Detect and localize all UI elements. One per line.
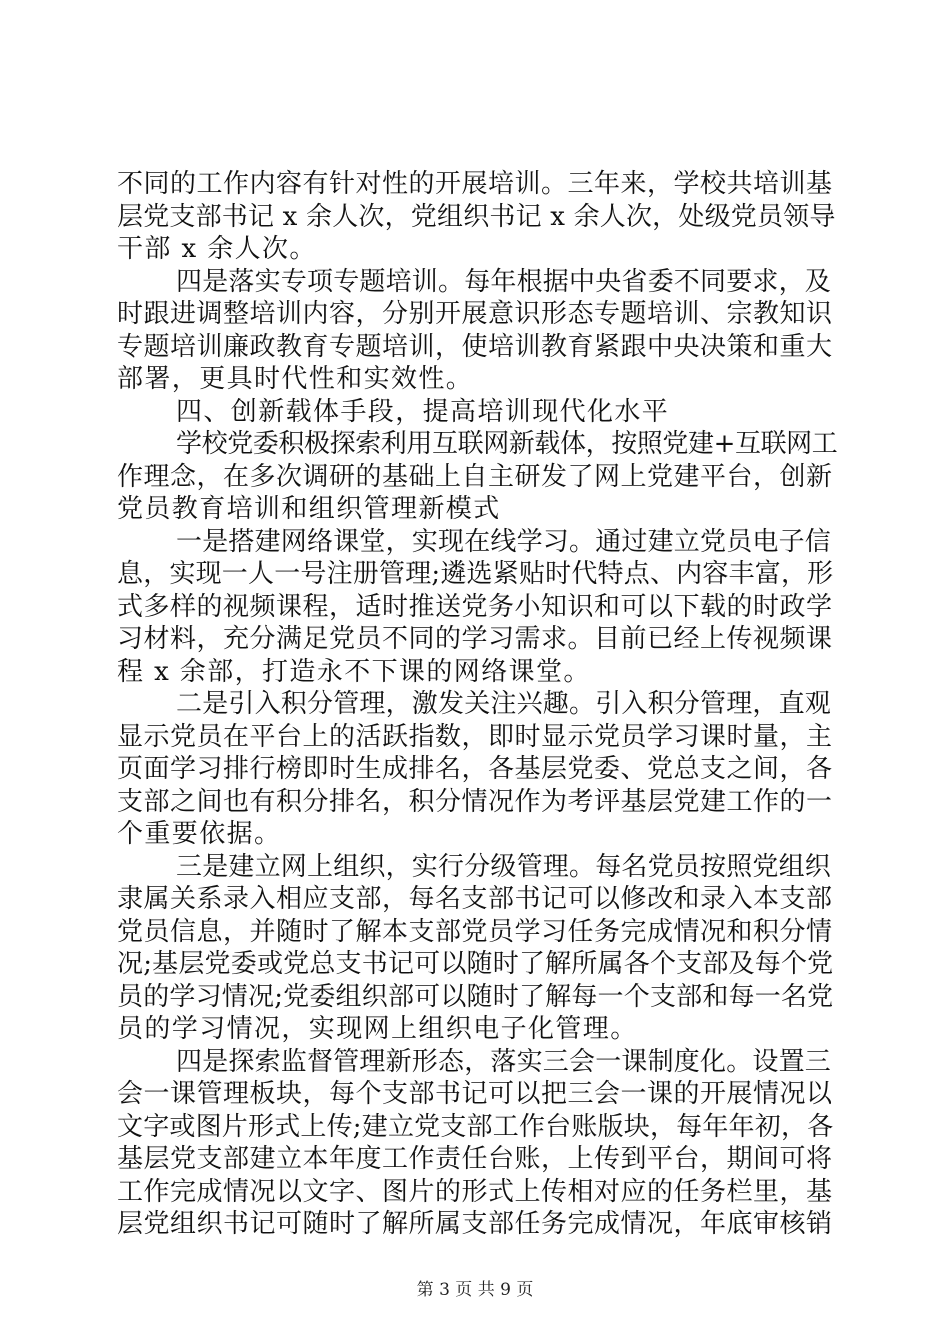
text-line: 式多样的视频课程，适时推送党务小知识和可以下载的时政学 (117, 591, 833, 622)
text-line: 页面学习排行榜即时生成排名，各基层党委、党总支之间，各 (117, 754, 833, 784)
text-line: 基层党支部建立本年度工作责任台账，上传到平台，期间可将 (117, 1144, 833, 1174)
text-line: 四是探索监督管理新形态，落实三会一课制度化。设置三 (176, 1046, 832, 1077)
text-line: 三是建立网上组织，实行分级管理。每名党员按照党组织 (176, 851, 832, 882)
text-line: 二是引入积分管理，激发关注兴趣。引入积分管理，直观 (176, 689, 832, 719)
text-line: 文字或图片形式上传;建立党支部工作台账版块，每年年初，各 (117, 1111, 834, 1142)
document-body (117, 168, 837, 1241)
text-line: 员的学习情况，实现网上组织电子化管理。 (117, 1014, 638, 1044)
text-line: 层党支部书记 x 余人次，党组织书记 x 余人次，处级党员领导 (117, 201, 836, 232)
text-line: 党员教育培训和组织管理新模式 (117, 494, 501, 524)
text-line: 四是落实专项专题培训。每年根据中央省委不同要求，及 (176, 266, 832, 297)
text-line: 程 x 余部，打造永不下课的网络课堂。 (117, 656, 591, 687)
text-line: 支部之间也有积分排名，积分情况作为考评基层党建工作的一 (117, 786, 833, 817)
text-line: 时跟进调整培训内容，分别开展意识形态专题培训、宗教知识 (117, 299, 833, 329)
text-line: 一是搭建网络课堂，实现在线学习。通过建立党员电子信 (176, 526, 832, 557)
text-line: 个重要依据。 (117, 819, 282, 849)
text-line: 显示党员在平台上的活跃指数，即时显示党员学习课时量，主 (117, 721, 833, 752)
text-line: 会一课管理板块，每个支部书记可以把三会一课的开展情况以 (117, 1079, 833, 1109)
text-line: 习材料，充分满足党员不同的学习需求。目前已经上传视频课 (117, 624, 833, 654)
text-line: 专题培训廉政教育专题培训，使培训教育紧跟中央决策和重大 (117, 331, 833, 362)
text-line: 层党组织书记可随时了解所属支部任务完成情况，年底审核销 (117, 1209, 833, 1239)
text-line: 作理念，在多次调研的基础上自主研发了网上党建平台，创新 (117, 461, 833, 492)
text-line: 员的学习情况;党委组织部可以随时了解每一个支部和每一名党 (117, 981, 834, 1012)
text-line: 况;基层党委或党总支书记可以随时了解所属各个支部及每个党 (117, 949, 834, 979)
text-line: 隶属关系录入相应支部，每名支部书记可以修改和录入本支部 (117, 884, 833, 914)
text-line: 四、创新载体手段，提高培训现代化水平 (176, 396, 670, 427)
text-line: 部署，更具时代性和实效性。 (117, 364, 474, 394)
text-line: 干部 x 余人次。 (117, 234, 317, 264)
page-footer: 第 3 页 共 9 页 (416, 1280, 534, 1300)
text-line: 工作完成情况以文字、图片的形式上传相对应的任务栏里，基 (117, 1176, 833, 1207)
text-line: 党员信息，并随时了解本支部党员学习任务完成情况和积分情 (117, 916, 833, 947)
text-line: 不同的工作内容有针对性的开展培训。三年来，学校共培训基 (117, 169, 833, 199)
text-line: 息，实现一人一号注册管理;遴选紧贴时代特点、内容丰富，形 (117, 559, 834, 589)
text-line: 学校党委积极探索利用互联网新载体，按照党建+互联网工 (176, 429, 838, 459)
